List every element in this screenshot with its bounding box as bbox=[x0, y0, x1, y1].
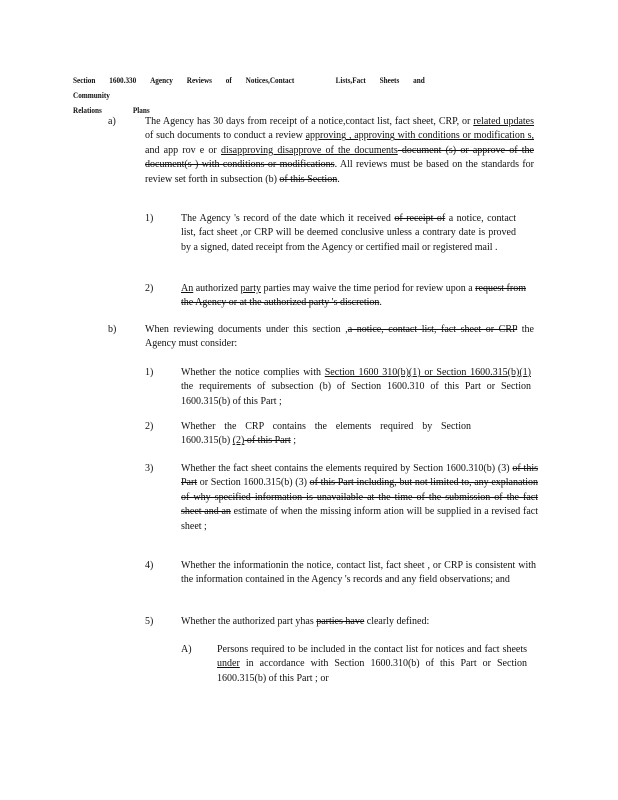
item-b4-label: 4) bbox=[145, 560, 154, 571]
heading-word: and bbox=[413, 76, 425, 85]
subsection-b-text: When reviewing documents under this section ,a notice, contact list, fact sheet or CRP the Agency must consider: bbox=[145, 324, 534, 350]
subsection-a-text: The Agency has 30 days from receipt of a notice,contact list, fact sheet, CRP, or related updates of such documents to conduct a review approving , approving with conditions or modification s, and app rov e or disapproving disapprove of the documents document (s) or approve of the document(s ) with conditions or modifications. All reviews must be based on the standards for review set forth in subsection (b) of this Section. bbox=[145, 116, 534, 185]
item-b1-text: Whether the notice complies with Section 1600 310(b)(1) or Section 1600.315(b)(1) the requirements of subsection (b) of Section 1600.310 of this Part or Section 1600.315(b) of this Part ; bbox=[181, 367, 531, 407]
heading-word: Community bbox=[73, 91, 110, 100]
item-b5a-label: A) bbox=[181, 644, 192, 655]
subsection-b-label: b) bbox=[108, 324, 117, 335]
heading-word: Notices,Contact bbox=[245, 76, 295, 85]
heading-word: Agency bbox=[150, 76, 173, 85]
item-a2-label: 2) bbox=[145, 283, 154, 294]
item-a1-text: The Agency 's record of the date which it received of receipt of a notice, contact list, fact sheet ,or CRP will be deemed conclusive unless a contrary date is proved by a signed, dated receipt from the Agency or certified mail or registered mail . bbox=[181, 213, 516, 253]
item-b2-text: Whether the CRP contains the elements required by Section 1600.315(b) (2) of this Part ; bbox=[181, 421, 471, 447]
item-a2-text: An authorized party parties may waive the time period for review upon a request from the Agency or at the authorized party 's discretion. bbox=[181, 283, 526, 309]
item-b2-label: 2) bbox=[145, 421, 154, 432]
heading-word: Lists,Fact bbox=[335, 76, 366, 85]
heading-word: Section bbox=[73, 76, 96, 85]
heading-word: 1600.330 bbox=[109, 76, 137, 85]
item-b4-text: Whether the informationin the notice, contact list, fact sheet , or CRP is consistent with the information contained in the Agency 's records and any field observations; and bbox=[181, 560, 536, 586]
item-b5-label: 5) bbox=[145, 616, 154, 627]
heading-word: Relations bbox=[73, 106, 102, 115]
heading-word: Reviews bbox=[186, 76, 212, 85]
heading-word: Plans bbox=[132, 106, 150, 115]
item-b3-text: Whether the fact sheet contains the elements required by Section 1600.310(b) (3) of this Part or Section 1600.315(b) (3) of this Part including, but not limited to, any explanation of why specified information is unavailable at the time of the submission of the fact sheet and an estimate of when the missing inform ation will be supplied in a revised fact sheet ; bbox=[181, 463, 539, 532]
item-b1-label: 1) bbox=[145, 367, 154, 378]
heading-word: Sheets bbox=[379, 76, 400, 85]
item-b5a-text: Persons required to be included in the contact list for notices and fact sheets under in accordance with Section 1600.310(b) of this Part or Section 1600.315(b) of this Part ; or bbox=[217, 644, 527, 684]
item-a1-label: 1) bbox=[145, 213, 154, 224]
subsection-a-label: a) bbox=[108, 116, 116, 127]
heading-word: of bbox=[225, 76, 232, 85]
item-b5-text: Whether the authorized part yhas parties have clearly defined: bbox=[181, 616, 430, 627]
item-b3-label: 3) bbox=[145, 463, 154, 474]
section-heading bbox=[73, 73, 451, 118]
